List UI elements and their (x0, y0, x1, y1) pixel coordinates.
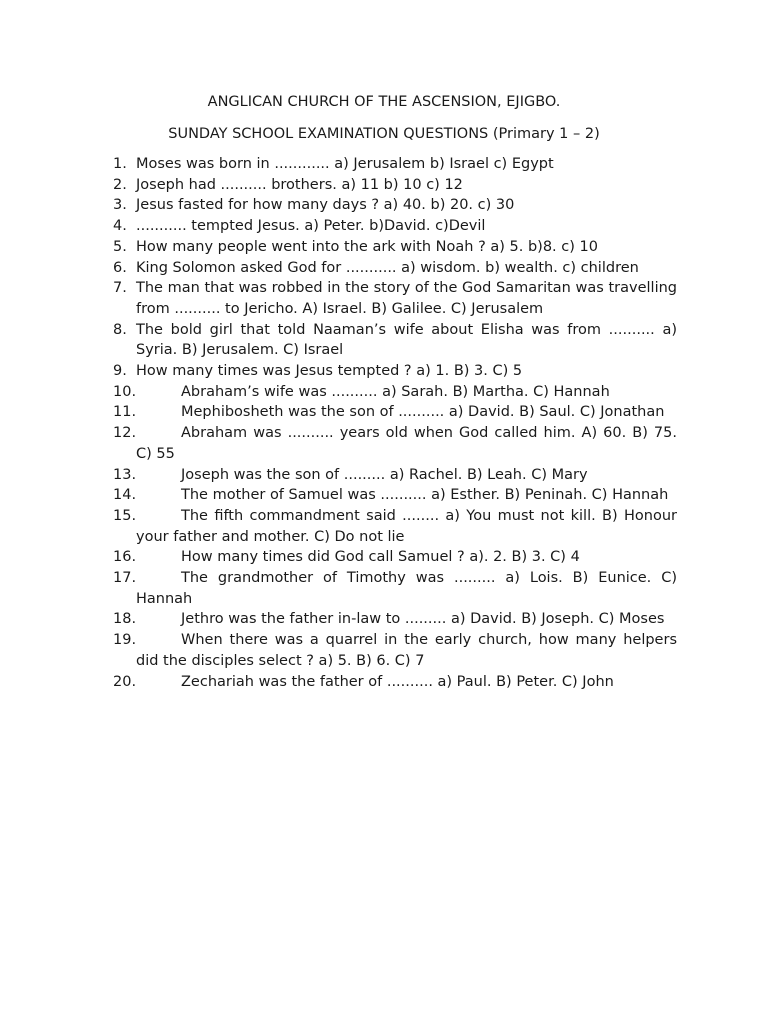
question-number: 2. (113, 176, 127, 193)
question-item (113, 630, 677, 671)
question-number: 16. (113, 549, 137, 566)
question-item (113, 402, 677, 423)
question-list (113, 154, 677, 692)
question-item (113, 361, 677, 382)
question-number: 8. (113, 321, 127, 338)
question-item (113, 216, 677, 237)
question-number: 11. (113, 404, 137, 421)
question-item (113, 258, 677, 279)
exam-title: SUNDAY SCHOOL EXAMINATION QUESTIONS (Primary 1 – 2) (168, 126, 600, 142)
question-text: How many times was Jesus tempted ? a) 1. B) 3. C) 5 (136, 363, 523, 380)
question-item (113, 382, 677, 403)
question-item (113, 154, 677, 175)
question-item (113, 672, 677, 693)
question-number: 15. (113, 507, 137, 524)
question-text: When there was a quarrel in the early church, how many helpers did the disciples select ? a) 5. B) 6. C) 7 (136, 632, 677, 669)
question-number: 3. (113, 197, 127, 214)
question-text: Abraham was .......... years old when God called him. A) 60. B) 75. C) 55 (136, 425, 677, 462)
question-text: The fifth commandment said ........ a) You must not kill. B) Honour your father and mother. C) Do not lie (136, 507, 677, 545)
question-item (113, 547, 677, 568)
church-title: ANGLICAN CHURCH OF THE ASCENSION, EJIGBO. (207, 94, 561, 110)
question-text: How many times did God call Samuel ? a). 2. B) 3. C) 4 (181, 549, 580, 566)
question-number: 14. (113, 487, 137, 504)
question-item (113, 175, 677, 196)
question-number: 6. (113, 259, 127, 276)
question-text: King Solomon asked God for ........... a) wisdom. b) wealth. c) children (136, 259, 639, 276)
question-number: 20. (113, 673, 137, 690)
question-item (113, 465, 677, 486)
question-item (113, 609, 677, 630)
question-text: The mother of Samuel was .......... a) Esther. B) Peninah. C) Hannah (181, 487, 669, 504)
question-text: How many people went into the ark with Noah ? a) 5. b)8. c) 10 (136, 238, 598, 255)
question-item (113, 485, 677, 506)
question-item (113, 278, 677, 319)
question-item (113, 423, 677, 464)
question-number: 12. (113, 425, 137, 442)
question-number: 17. (113, 570, 137, 587)
question-text: The man that was robbed in the story of the God Samaritan was travelling from .......... to Jericho. A) Israel. B) Galilee. C) Jerusalem (136, 280, 677, 317)
question-text: Abraham’s wife was .......... a) Sarah. B) Martha. C) Hannah (181, 383, 610, 400)
question-text: Joseph had .......... brothers. a) 11 b) 10 c) 12 (136, 176, 463, 193)
question-item (113, 568, 677, 609)
question-text: Joseph was the son of ......... a) Rachel. B) Leah. C) Mary (181, 466, 588, 483)
question-item (113, 320, 677, 361)
question-text: Jethro was the father in-law to ......... a) David. B) Joseph. C) Moses (181, 611, 665, 628)
question-item (113, 237, 677, 258)
question-number: 5. (113, 238, 127, 255)
question-text: ........... tempted Jesus. a) Peter. b)David. c)Devil (136, 218, 486, 235)
question-number: 10. (113, 383, 137, 400)
question-item (113, 506, 677, 547)
question-number: 19. (113, 632, 137, 649)
question-text: Mephibosheth was the son of .......... a) David. B) Saul. C) Jonathan (181, 404, 665, 421)
question-number: 7. (113, 280, 127, 297)
question-text: The grandmother of Timothy was ......... a) Lois. B) Eunice. C) Hannah (136, 570, 677, 607)
question-text: The bold girl that told Naaman’s wife about Elisha was from .......... a) Syria. B) Jerusalem. C) Israel (136, 321, 677, 359)
question-text: Moses was born in ............ a) Jerusalem b) Israel c) Egypt (136, 156, 554, 172)
question-number: 1. (113, 156, 127, 172)
question-number: 13. (113, 466, 137, 483)
question-text: Zechariah was the father of .......... a) Paul. B) Peter. C) John (181, 673, 614, 690)
question-number: 18. (113, 611, 137, 628)
question-text: Jesus fasted for how many days ? a) 40. b) 20. c) 30 (136, 197, 515, 214)
question-number: 4. (113, 218, 127, 235)
question-number: 9. (113, 363, 127, 380)
question-item (113, 195, 677, 216)
